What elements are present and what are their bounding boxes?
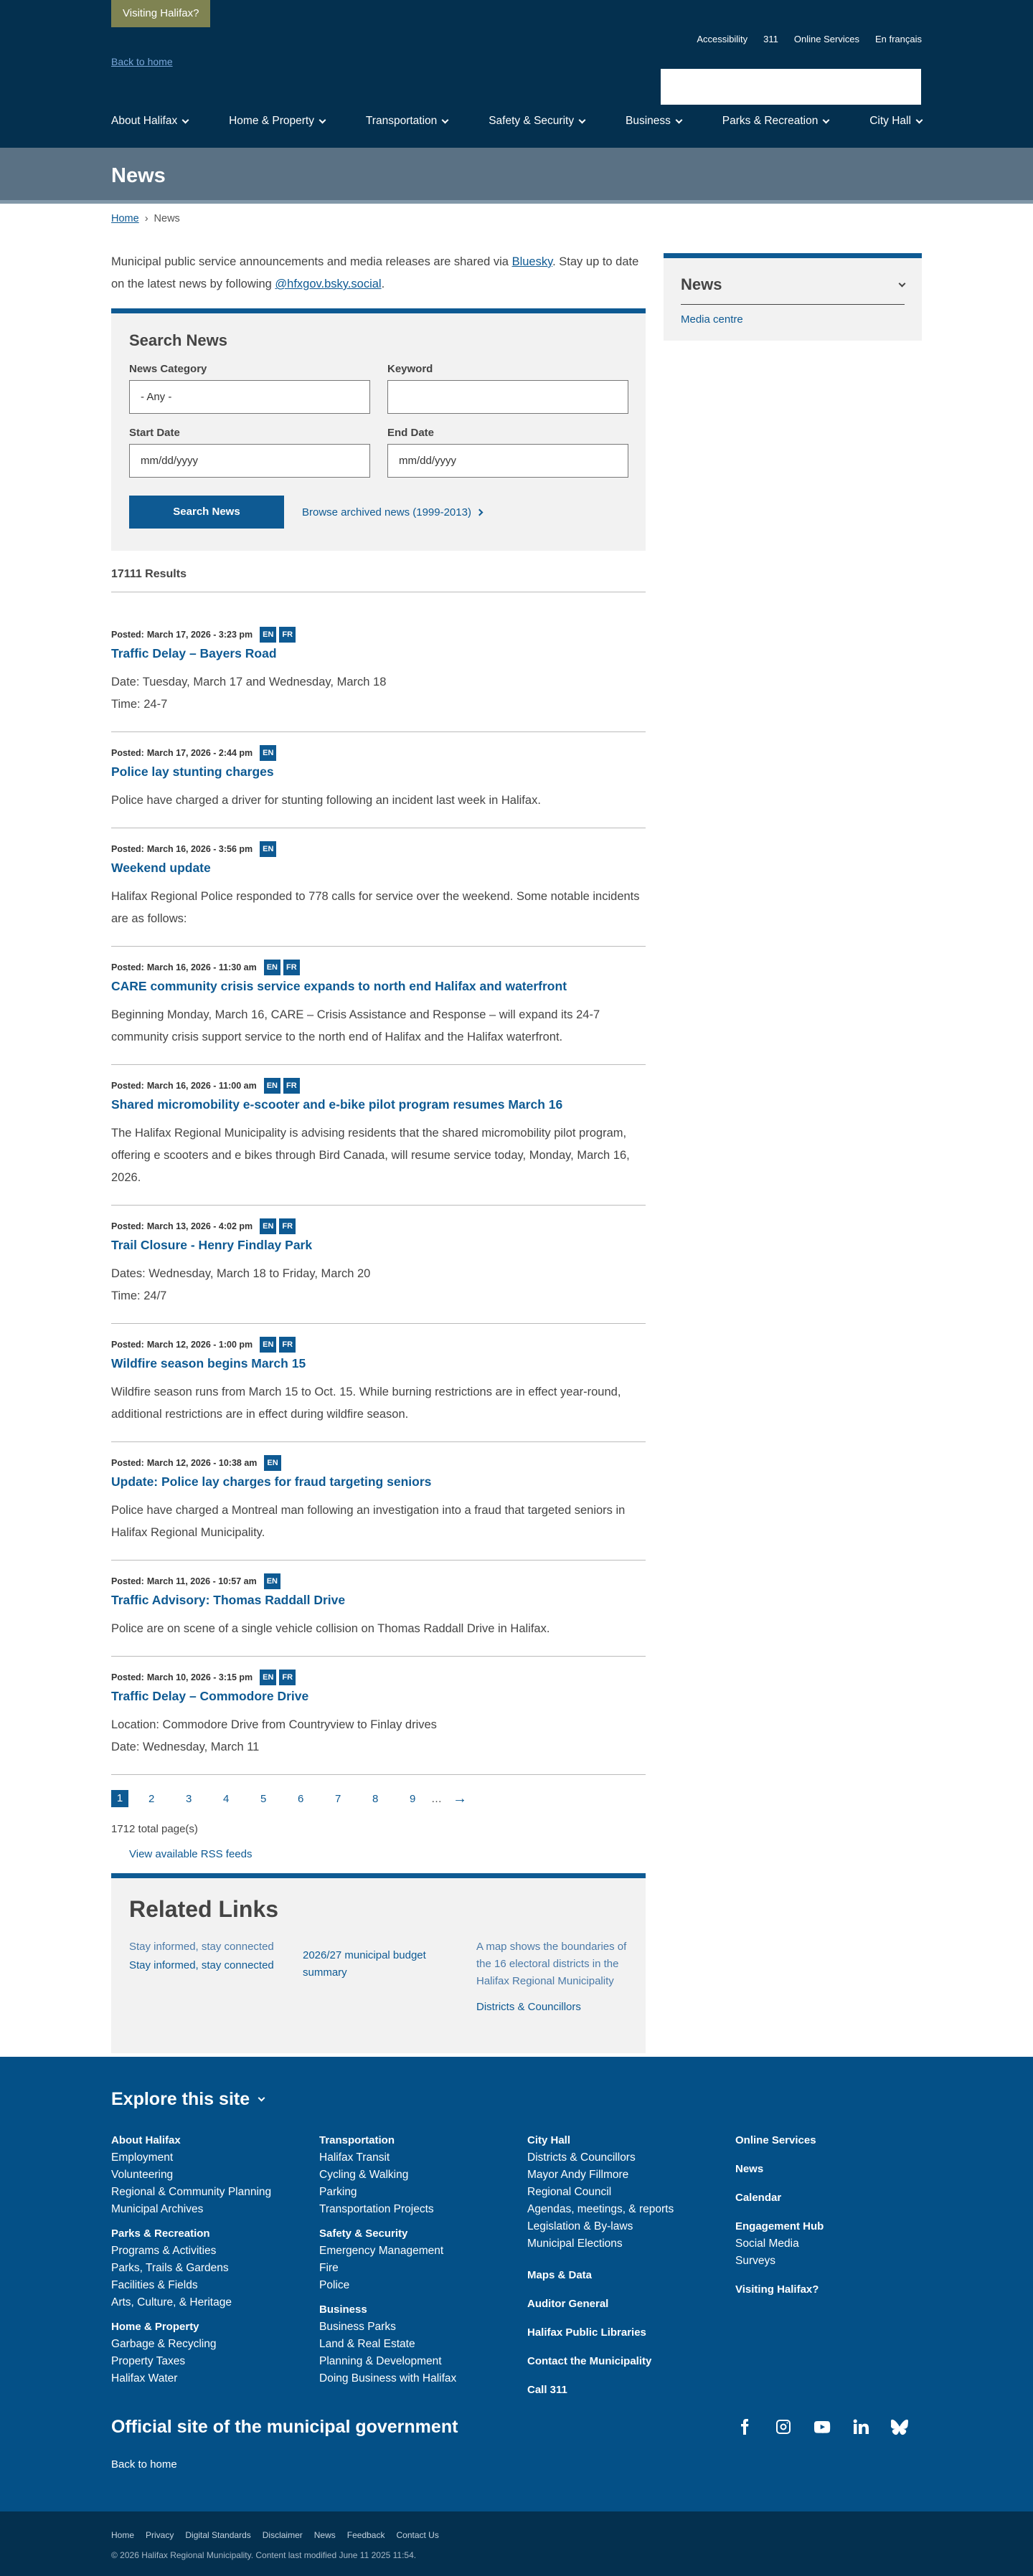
lang-badge-en[interactable]: EN	[260, 1337, 276, 1353]
footer-group	[111, 2225, 319, 2311]
related-item	[129, 1938, 287, 2016]
explore-label: Explore this site	[111, 2089, 250, 2109]
page-4[interactable]: 4	[223, 1792, 230, 1805]
footer-link[interactable]: Social Media	[735, 2238, 799, 2250]
lang-badge-en[interactable]: EN	[260, 841, 276, 857]
intro-segment: .	[381, 278, 385, 290]
related-image: Stay informed, stay connected	[129, 1941, 274, 1953]
results-count: 17111 Results	[111, 568, 646, 592]
footer-link[interactable]: Parking	[319, 2186, 357, 2198]
footer-link[interactable]: Agendas, meetings, & reports	[527, 2203, 674, 2215]
footer-link-heading[interactable]: Visiting Halifax?	[735, 2283, 819, 2296]
news-date: March 16, 2026 - 3:56 pm	[146, 844, 253, 854]
news-item	[111, 828, 646, 947]
site-search-input[interactable]	[661, 69, 921, 105]
utility-online-services-link[interactable]: Online Services	[793, 34, 859, 44]
footer-link[interactable]: Mayor Andy Fillmore	[527, 2169, 629, 2181]
news-item	[111, 732, 646, 828]
nav-label: Transportation	[365, 115, 438, 127]
page-5[interactable]: 5	[260, 1792, 267, 1805]
news-summary: Date: Tuesday, March 17 and Wednesday, March 18	[111, 676, 387, 688]
footer-link[interactable]: Programs & Activities	[111, 2245, 217, 2257]
news-meta	[111, 960, 646, 975]
page-9[interactable]: 9	[410, 1792, 416, 1805]
lang-badge-en[interactable]: EN	[260, 1670, 276, 1685]
bluesky-handle-link[interactable]: @hfxgov.bsky.social	[275, 278, 382, 290]
footer-group-heading[interactable]: Parks & Recreation	[111, 2227, 210, 2240]
footer-link-heading[interactable]: Calendar	[735, 2192, 782, 2204]
footer-link[interactable]: Municipal Elections	[527, 2238, 623, 2250]
bottom-bar	[0, 2511, 1033, 2576]
footer-group-heading[interactable]: Home & Property	[111, 2321, 199, 2333]
start-date-input[interactable]: mm/dd/yyyy	[129, 444, 370, 478]
copyright: © 2026 Halifax Regional Municipality. Content last modified June 11 2025 11:54.	[111, 2550, 417, 2560]
news-date: March 10, 2026 - 3:15 pm	[146, 1672, 253, 1682]
news-title-link[interactable]: Wildfire season begins March 15	[111, 1356, 306, 1370]
footer-link[interactable]: Surveys	[735, 2255, 775, 2267]
bottom-link[interactable]: News	[313, 2530, 336, 2540]
lang-badge-fr[interactable]: FR	[279, 1218, 296, 1234]
news-summary: Dates: Wednesday, March 18 to Friday, March 20	[111, 1267, 371, 1280]
bottom-link[interactable]: Digital Standards	[185, 2530, 251, 2540]
news-date: March 13, 2026 - 4:02 pm	[146, 1221, 253, 1231]
footer-link-heading[interactable]: Contact the Municipality	[527, 2355, 652, 2367]
lang-badge-en[interactable]: EN	[264, 1455, 280, 1471]
intro-segment: . Stay up to date on the latest news by following	[111, 255, 639, 290]
utility-nav	[697, 34, 922, 44]
news-summary: Beginning Monday, March 16, CARE – Crisis Assistance and Response – will expand its 24-7 community crisis support service to the north end of Halifax and the Halifax waterfront.	[111, 1008, 600, 1043]
footer-group	[111, 2132, 319, 2218]
rss-feeds-link[interactable]: View available RSS feeds	[129, 1848, 253, 1860]
utility-311-link[interactable]: 311	[763, 34, 778, 44]
end-date-input[interactable]: mm/dd/yyyy	[387, 444, 628, 478]
footer-group-heading[interactable]: Transportation	[319, 2134, 395, 2146]
news-title-link[interactable]: Shared micromobility e-scooter and e-bike pilot program resumes March 16	[111, 1097, 563, 1112]
news-meta	[111, 1337, 646, 1353]
footer-link[interactable]: Employment	[111, 2151, 174, 2164]
lang-badge-en[interactable]: EN	[260, 627, 276, 643]
total-pages: 1712 total page(s)	[111, 1823, 198, 1835]
news-summary: Halifax Regional Police responded to 778 calls for service over the weekend. Some notable incidents are as follows:	[111, 890, 640, 925]
related-link-stay-informed[interactable]: Stay informed, stay connected	[129, 1959, 274, 1971]
news-meta	[111, 1573, 646, 1589]
footer-link-heading[interactable]: Auditor General	[527, 2298, 609, 2310]
news-item	[111, 1324, 646, 1442]
news-date: March 16, 2026 - 11:00 am	[146, 1081, 257, 1091]
pagination	[111, 1790, 646, 1807]
footer-col-3	[527, 2132, 735, 2410]
keyword-field	[387, 363, 628, 414]
chevron-down-icon	[182, 116, 189, 123]
chevron-down-icon	[915, 116, 923, 123]
posted-label: Posted:	[111, 1081, 144, 1091]
footer-group-heading[interactable]: Safety & Security	[319, 2227, 408, 2240]
footer-link[interactable]: Transportation Projects	[319, 2203, 434, 2215]
footer-link[interactable]: Property Taxes	[111, 2355, 186, 2367]
news-meta	[111, 627, 646, 643]
lang-badge-fr[interactable]: FR	[283, 960, 300, 975]
bluesky-link[interactable]: Bluesky	[511, 255, 553, 268]
lang-badge-fr[interactable]: FR	[279, 1337, 296, 1353]
nav-business[interactable]	[626, 115, 681, 128]
lang-badge-en[interactable]: EN	[264, 960, 280, 975]
page-banner	[0, 148, 1033, 204]
footer-link[interactable]: Districts & Councillors	[527, 2151, 636, 2164]
category-select[interactable]: - Any -	[129, 380, 370, 414]
chevron-down-icon	[899, 280, 906, 287]
bottom-link[interactable]: Privacy	[146, 2530, 174, 2540]
category-field	[129, 363, 370, 414]
posted-label: Posted:	[111, 1672, 144, 1682]
nav-parks-recreation[interactable]	[722, 115, 829, 128]
page-2[interactable]: 2	[148, 1792, 155, 1805]
footer-link[interactable]: Facilities & Fields	[111, 2279, 198, 2291]
footer-link[interactable]: Parks, Trails & Gardens	[111, 2262, 229, 2274]
lang-badge-en[interactable]: EN	[264, 1078, 280, 1094]
sidebar-title[interactable]	[681, 275, 905, 305]
news-title-link[interactable]: Traffic Delay – Bayers Road	[111, 646, 277, 660]
official-site-heading: Official site of the municipal government	[111, 2417, 458, 2437]
posted-label: Posted:	[111, 1221, 144, 1231]
bottom-link[interactable]: Contact Us	[396, 2530, 439, 2540]
nav-label: Home & Property	[229, 115, 314, 127]
page-7[interactable]: 7	[335, 1792, 341, 1805]
posted-label: Posted:	[111, 1576, 144, 1586]
footer-link[interactable]: Regional Council	[527, 2186, 612, 2198]
news-summary: Wildfire season runs from March 15 to Oct. 15. While burning restrictions are in effect year-round, additional restrictions are in effect during wildfire season.	[111, 1386, 621, 1421]
related-links-panel	[111, 1873, 646, 2053]
page-3[interactable]: 3	[186, 1792, 192, 1805]
next-page-arrow-icon[interactable]: →	[453, 1790, 467, 1806]
bottom-links	[111, 2530, 439, 2540]
end-date-field	[387, 427, 628, 478]
news-summary: Location: Commodore Drive from Countryview to Finlay drives	[111, 1718, 437, 1731]
chevron-down-icon	[823, 116, 830, 123]
nav-transportation[interactable]	[366, 115, 448, 128]
page-title: News	[111, 164, 166, 187]
news-item	[111, 1206, 646, 1324]
site-footer	[0, 2057, 1033, 2511]
footer-group-heading[interactable]: Business	[319, 2303, 367, 2316]
news-meta	[111, 1670, 646, 1685]
nav-label: Business	[625, 115, 671, 127]
instagram-icon[interactable]	[775, 2418, 792, 2439]
intro-segment: Municipal public service announcements and media releases are shared via	[111, 255, 512, 268]
lang-badge-en[interactable]: EN	[260, 1218, 276, 1234]
footer-link[interactable]: Halifax Transit	[319, 2151, 390, 2164]
visiting-halifax-button[interactable]: Visiting Halifax?	[111, 0, 210, 27]
footer-group	[319, 2301, 527, 2387]
news-title-link[interactable]: Traffic Delay – Commodore Drive	[111, 1689, 309, 1703]
search-news-panel	[111, 308, 646, 551]
footer-link-heading[interactable]: Online Services	[735, 2134, 816, 2146]
bottom-link[interactable]: Feedback	[346, 2530, 385, 2540]
related-item	[303, 1938, 461, 2016]
news-summary: Time: 24-7	[111, 698, 168, 711]
page-8[interactable]: 8	[372, 1792, 379, 1805]
footer-link[interactable]: Fire	[319, 2262, 339, 2274]
archived-news-link[interactable]	[302, 506, 482, 518]
sidebar-news-menu	[664, 253, 922, 341]
posted-label: Posted:	[111, 748, 144, 758]
footer-link[interactable]: Cycling & Walking	[319, 2169, 409, 2181]
nav-label: Parks & Recreation	[722, 115, 819, 127]
utility-accessibility-link[interactable]: Accessibility	[697, 34, 748, 44]
sidebar-title-label: News	[681, 275, 722, 293]
chevron-right-icon: ›	[144, 213, 148, 224]
explore-site-toggle[interactable]	[111, 2089, 264, 2110]
footer-link[interactable]: Municipal Archives	[111, 2203, 204, 2215]
footer-group-heading[interactable]: City Hall	[527, 2134, 571, 2146]
keyword-input[interactable]	[387, 380, 628, 414]
main-content	[111, 251, 646, 2053]
breadcrumb	[111, 213, 180, 224]
news-summary: The Halifax Regional Municipality is advising residents that the shared micromobility pilot program, offering e scooters and e bikes through Bird Canada, will resume service today, Monday, March 16, 2026.	[111, 1127, 630, 1184]
posted-label: Posted:	[111, 1340, 144, 1350]
chevron-down-icon	[579, 116, 586, 123]
footer-link-heading[interactable]: Maps & Data	[527, 2269, 593, 2281]
related-link-districts[interactable]: Districts & Councillors	[476, 2001, 581, 2013]
footer-group-heading[interactable]: About Halifax	[111, 2134, 181, 2146]
news-item	[111, 1442, 646, 1561]
start-date-label: Start Date	[129, 427, 180, 439]
news-date: March 17, 2026 - 3:23 pm	[146, 630, 253, 640]
nav-label: Safety & Security	[489, 115, 575, 127]
news-date: March 12, 2026 - 1:00 pm	[146, 1340, 253, 1350]
news-date: March 16, 2026 - 11:30 am	[146, 962, 257, 972]
footer-link[interactable]: Police	[319, 2279, 350, 2291]
footer-link[interactable]: Business Parks	[319, 2321, 396, 2333]
footer-link[interactable]: Planning & Development	[319, 2355, 442, 2367]
lang-badge-en[interactable]: EN	[264, 1573, 280, 1589]
footer-link[interactable]: Emergency Management	[319, 2245, 444, 2257]
social-links	[736, 2418, 908, 2439]
news-meta	[111, 1078, 646, 1094]
footer-col-2	[319, 2132, 527, 2410]
news-item	[111, 947, 646, 1065]
news-meta	[111, 841, 646, 857]
footer-link[interactable]: Arts, Culture, & Heritage	[111, 2296, 232, 2309]
site-header	[0, 0, 1033, 148]
footer-link[interactable]: Regional & Community Planning	[111, 2186, 272, 2198]
page-6[interactable]: 6	[298, 1792, 304, 1805]
news-item	[111, 592, 646, 732]
search-news-title: Search News	[129, 331, 227, 349]
news-summary: Date: Wednesday, March 11	[111, 1741, 260, 1753]
nav-label: About Halifax	[111, 115, 178, 127]
page-1[interactable]: 1	[111, 1790, 128, 1807]
linkedin-icon[interactable]	[852, 2418, 869, 2439]
chevron-down-icon	[675, 116, 682, 123]
news-summary: Police have charged a driver for stunting following an incident last week in Halifax.	[111, 794, 541, 807]
news-list	[111, 592, 646, 1775]
end-date-label: End Date	[387, 427, 435, 439]
footer-link[interactable]: Legislation & By-laws	[527, 2220, 633, 2232]
utility-french-link[interactable]: En français	[874, 34, 922, 44]
footer-col-1	[111, 2132, 319, 2410]
footer-link-heading[interactable]: Halifax Public Libraries	[527, 2326, 646, 2339]
breadcrumb-current: News	[154, 213, 180, 224]
news-title-link[interactable]: Traffic Advisory: Thomas Raddall Drive	[111, 1593, 346, 1607]
news-summary: Police are on scene of a single vehicle collision on Thomas Raddall Drive in Halifax.	[111, 1622, 550, 1635]
search-news-button[interactable]: Search News	[129, 496, 284, 529]
nav-label: City Hall	[869, 115, 911, 127]
youtube-icon[interactable]	[813, 2418, 831, 2439]
footer-columns	[111, 2132, 929, 2410]
posted-label: Posted:	[111, 630, 144, 640]
footer-group-heading[interactable]: Engagement Hub	[735, 2220, 824, 2232]
category-label: News Category	[129, 363, 207, 375]
nav-about-halifax[interactable]	[111, 115, 188, 128]
related-map-image: A map shows the boundaries of the 16 electoral districts in the Halifax Regional Municipality	[476, 1941, 627, 1987]
news-item	[111, 1657, 646, 1775]
footer-link[interactable]: Halifax Water	[111, 2372, 178, 2385]
news-title-link[interactable]: Update: Police lay charges for fraud targeting seniors	[111, 1474, 432, 1489]
news-meta	[111, 1218, 646, 1234]
footer-link[interactable]: Garbage & Recycling	[111, 2338, 217, 2350]
footer-link-heading[interactable]: Call 311	[527, 2384, 567, 2396]
footer-link-heading[interactable]: News	[735, 2163, 764, 2175]
posted-label: Posted:	[111, 1458, 144, 1468]
footer-link[interactable]: Doing Business with Halifax	[319, 2372, 457, 2385]
lang-badge-fr[interactable]: FR	[283, 1078, 300, 1094]
news-title-link[interactable]: CARE community crisis service expands to north end Halifax and waterfront	[111, 979, 567, 993]
facebook-icon[interactable]	[736, 2418, 753, 2439]
footer-back-home-link[interactable]: Back to home	[111, 2458, 177, 2471]
nav-city-hall[interactable]	[869, 115, 922, 128]
news-item	[111, 1065, 646, 1206]
lang-badge-en[interactable]: EN	[260, 745, 276, 761]
footer-col-4	[735, 2132, 929, 2410]
lang-badge-fr[interactable]: FR	[279, 627, 296, 643]
news-date: March 11, 2026 - 10:57 am	[146, 1576, 257, 1586]
bluesky-icon[interactable]	[891, 2418, 908, 2439]
news-summary: Time: 24/7	[111, 1289, 167, 1302]
posted-label: Posted:	[111, 962, 144, 972]
related-item	[476, 1938, 641, 2016]
chevron-down-icon	[442, 116, 449, 123]
pager-ellipsis: …	[431, 1792, 442, 1805]
footer-link[interactable]: Land & Real Estate	[319, 2338, 415, 2350]
main-nav	[111, 115, 922, 128]
lang-badge-fr[interactable]: FR	[279, 1670, 296, 1685]
bottom-link[interactable]: Home	[111, 2530, 135, 2540]
chevron-down-icon	[319, 116, 326, 123]
posted-label: Posted:	[111, 844, 144, 854]
footer-group	[319, 2225, 527, 2294]
footer-group	[111, 2319, 319, 2387]
start-date-field	[129, 427, 370, 478]
news-title-link[interactable]: Police lay stunting charges	[111, 764, 274, 779]
news-item	[111, 1561, 646, 1657]
keyword-label: Keyword	[387, 363, 433, 375]
footer-group	[735, 2218, 929, 2270]
nav-safety-security[interactable]	[489, 115, 585, 128]
news-title-link[interactable]: Weekend update	[111, 861, 211, 875]
related-link-budget[interactable]: 2026/27 municipal budget summary	[303, 1949, 426, 1979]
news-date: March 12, 2026 - 10:38 am	[146, 1458, 258, 1468]
news-date: March 17, 2026 - 2:44 pm	[146, 748, 253, 758]
archived-news-label: Browse archived news (1999-2013)	[302, 506, 471, 518]
news-meta	[111, 1455, 646, 1471]
footer-link[interactable]: Volunteering	[111, 2169, 174, 2181]
site-logo[interactable]: Back to home	[111, 56, 173, 67]
news-summary: Police have charged a Montreal man following an investigation into a fraud that targeted seniors in Halifax Regional Municipality.	[111, 1504, 626, 1539]
bottom-link[interactable]: Disclaimer	[262, 2530, 303, 2540]
news-meta	[111, 745, 646, 761]
news-title-link[interactable]: Trail Closure - Henry Findlay Park	[111, 1238, 313, 1252]
sidebar-media-centre-link[interactable]: Media centre	[681, 313, 743, 326]
chevron-down-icon	[258, 2095, 265, 2102]
intro-text	[111, 251, 646, 295]
related-links-title: Related Links	[129, 1896, 279, 1922]
chevron-right-icon	[476, 508, 484, 516]
footer-group	[319, 2132, 527, 2218]
nav-home-property[interactable]	[229, 115, 325, 128]
breadcrumb-home[interactable]: Home	[111, 213, 139, 224]
footer-group	[527, 2132, 735, 2253]
